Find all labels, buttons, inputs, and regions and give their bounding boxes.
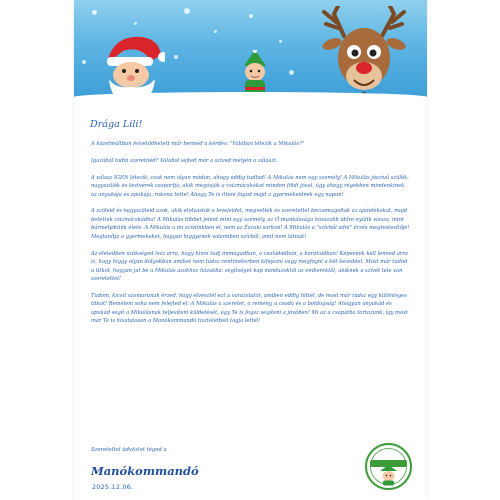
paragraph: Az életedben szükséged lesz arra, hogy hinni tudj önmagadban, a családodban, a barátaidban! Képesnek kell lenned arra is, hogy higgy olyan dolgokban amiket nem tudsz centiméterben kifejezni vagy megfogni a két kezeddel. Most már tudod a titkot, hogyan jut be a Mikulás azokhoz házakba: segítséget kap mindazoktól az emberektől, akiknek a szívét tele van szeretettel! — [91, 250, 408, 283]
manokommando-seal — [365, 443, 412, 490]
paragraph: A szüleid és nagyszüleid azok, akik elolvasták a leveleidet, megvették és szeretettel becsomagolták az ajándékokat, majd betették csizmácskádba! A Mikulás többet jelent mint egy személy, az Ő munkássága hosszabb időre nyúlik vissza, mint bármelyikünk élete. A Mikulás a mi szívünkben él, nem az Északi sarkon! A Mikulás a "szívből adni" érzés megtestesítője! Megtanítja a gyermekeket, hogyan higgyenek valamiben szívből, amit nem látnak! — [91, 208, 410, 240]
paragraph: A közelmúltban felvetődhetett már benned a kérdés: "Valóban létezik a Mikulás?" — [91, 141, 305, 147]
salutation: Drága Lili! — [90, 119, 143, 130]
signature: Manókommandó — [91, 464, 199, 478]
christmas-banner — [74, 0, 427, 98]
elf-illustration — [236, 50, 274, 98]
letter-body — [91, 140, 411, 334]
letter-page — [74, 0, 427, 500]
paragraph: Igazából tudni szeretnéd? Valahol sejted már a szíved mélyén a választ. — [91, 157, 278, 164]
paragraph: Tudom, kicsit szomorúnak érzed, hogy elvesztél ezt a varázslatot, amiben eddig hittél, de most már tudsz egy különleges titkot! Remélem soha nem felejted el: A Mikulás a szeretet, a remény, a csoda és a boldogság! Ahogyan anyukád és apukád segít a Mikulásnak teljesíteni küldetését, úgy Te is fogsz segíteni a jövőben! Mi az a csapatba tartozunk, így most már Te is hivatalosan a Manókommandó tiszteletbeli tagja lettél! — [91, 292, 408, 325]
paragraph: A válasz IGEN létezik, csak nem olyan módon, ahogy eddig tudtad! A Mikulás nem egy személy! A Mikulás jószívű szülők, nagyszülők és testvérek csoportja, akik megóvják a csizmácskákat minden földi jóval, úgy ahogy régebben mindenkinek az anyukája és apukája, rokona tette! Ahogy Te is itteni fogod majd a gyermekeidnek egy napon! — [91, 174, 409, 198]
closing-line: Szeretettel üdvözlet téged a — [91, 447, 167, 453]
reindeer-illustration — [304, 6, 424, 98]
santa-illustration — [101, 33, 165, 98]
date: 2025.12.06. — [92, 484, 134, 491]
